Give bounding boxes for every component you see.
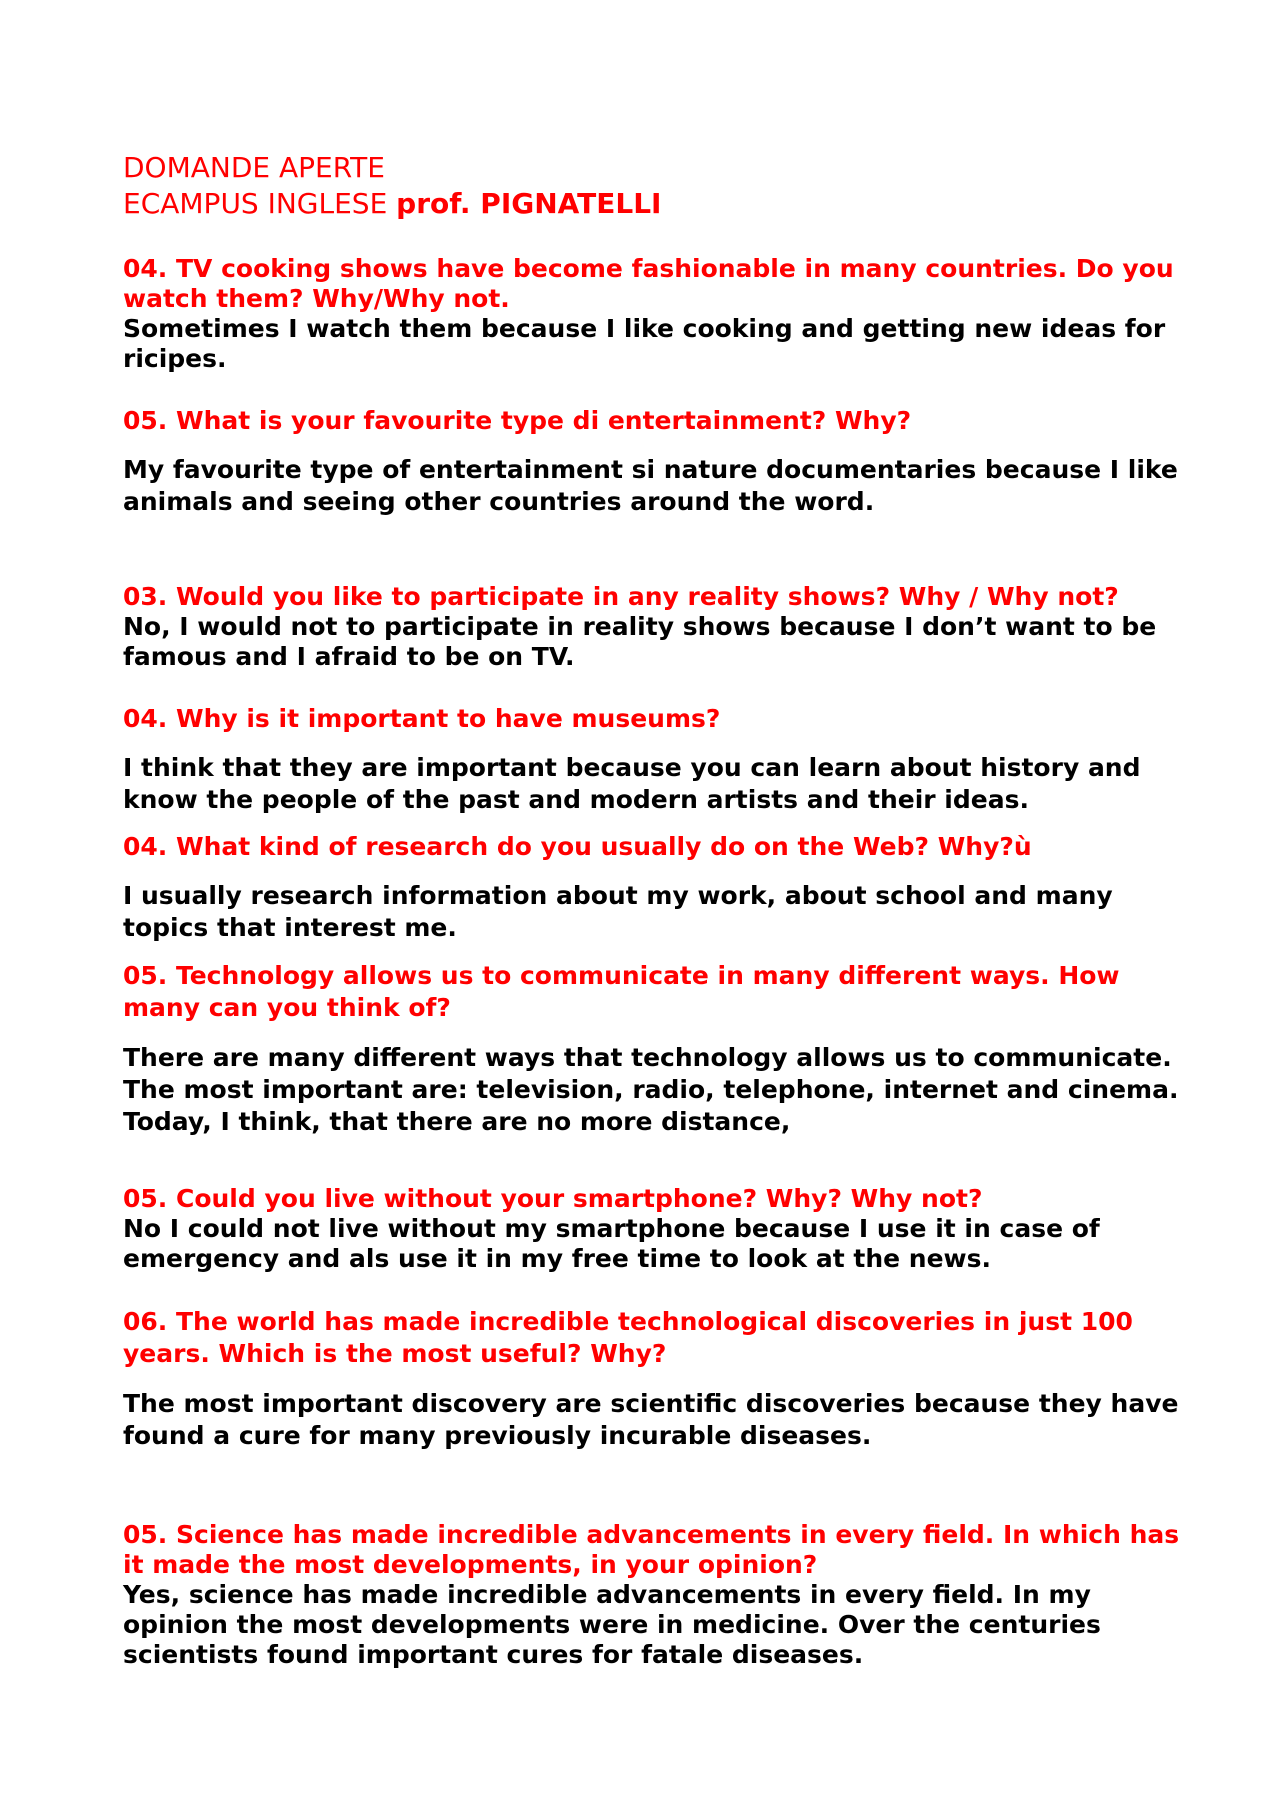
- document-title: [123, 150, 1183, 222]
- answer-text: I usually research information about my work, about school and many topics that interest me.: [123, 881, 1113, 942]
- qa-item: [123, 582, 1183, 672]
- document-page: [123, 150, 1183, 1670]
- answer-text: No, I would not to participate in reality shows because I don’t want to be famous and I afraid to be on TV.: [123, 612, 1157, 671]
- question-text: 05. Science has made incredible advancements in every field. In which has it made the most developments, in your opinion?: [123, 1520, 1180, 1579]
- qa-item: [123, 406, 1183, 518]
- qa-item: [123, 1520, 1183, 1670]
- question-text: 05. Technology allows us to communicate in many different ways. How many can you think of?: [123, 961, 1120, 1022]
- qa-item: [123, 1306, 1183, 1452]
- question-text: 04. TV cooking shows have become fashionable in many countries. Do you watch them? Why/Why not.: [123, 254, 1174, 313]
- qa-item: [123, 704, 1183, 816]
- question-text: 04. What kind of research do you usually do on the Web? Why?ù: [123, 832, 1032, 861]
- answer-text: No I could not live without my smartphone because I use it in case of emergency and als use it in my free time to look at the news.: [123, 1214, 1100, 1273]
- answer-text: There are many different ways that technology allows us to communicate. The most important are: television, radio, telephone, internet and cinema. Today, I think, that there are no more distance,: [123, 1043, 1179, 1136]
- answer-text: The most important discovery are scientific discoveries because they have found a cure for many previously incurable diseases.: [123, 1389, 1179, 1450]
- qa-item: [123, 1184, 1183, 1274]
- answer-text: Yes, science has made incredible advancements in every field. In my opinion the most developments were in medicine. Over the centuries scientists found important cures for fatale diseases.: [123, 1580, 1101, 1669]
- answer-text: Sometimes I watch them because I like cooking and getting new ideas for ricipes.: [123, 314, 1166, 373]
- question-text: 03. Would you like to participate in any reality shows? Why / Why not?: [123, 582, 1119, 611]
- answer-text: I think that they are important because you can learn about history and know the people of the past and modern artists and their ideas.: [123, 753, 1141, 814]
- qa-item: [123, 832, 1183, 944]
- qa-item: [123, 960, 1183, 1138]
- question-text: 05. What is your favourite type di entertainment? Why?: [123, 406, 912, 435]
- answer-text: My favourite type of entertainment si nature documentaries because I like animals and seeing other countries around the word.: [123, 455, 1178, 516]
- title-line-2b: prof. PIGNATELLI: [396, 187, 662, 220]
- title-line-2a: ECAMPUS INGLESE: [123, 187, 397, 220]
- question-text: 06. The world has made incredible technological discoveries in just 100 years. Which is the most useful? Why?: [123, 1307, 1133, 1368]
- qa-item: [123, 254, 1183, 374]
- title-line-1: DOMANDE APERTE: [123, 151, 385, 184]
- question-text: 05. Could you live without your smartphone? Why? Why not?: [123, 1184, 983, 1213]
- question-text: 04. Why is it important to have museums?: [123, 704, 721, 733]
